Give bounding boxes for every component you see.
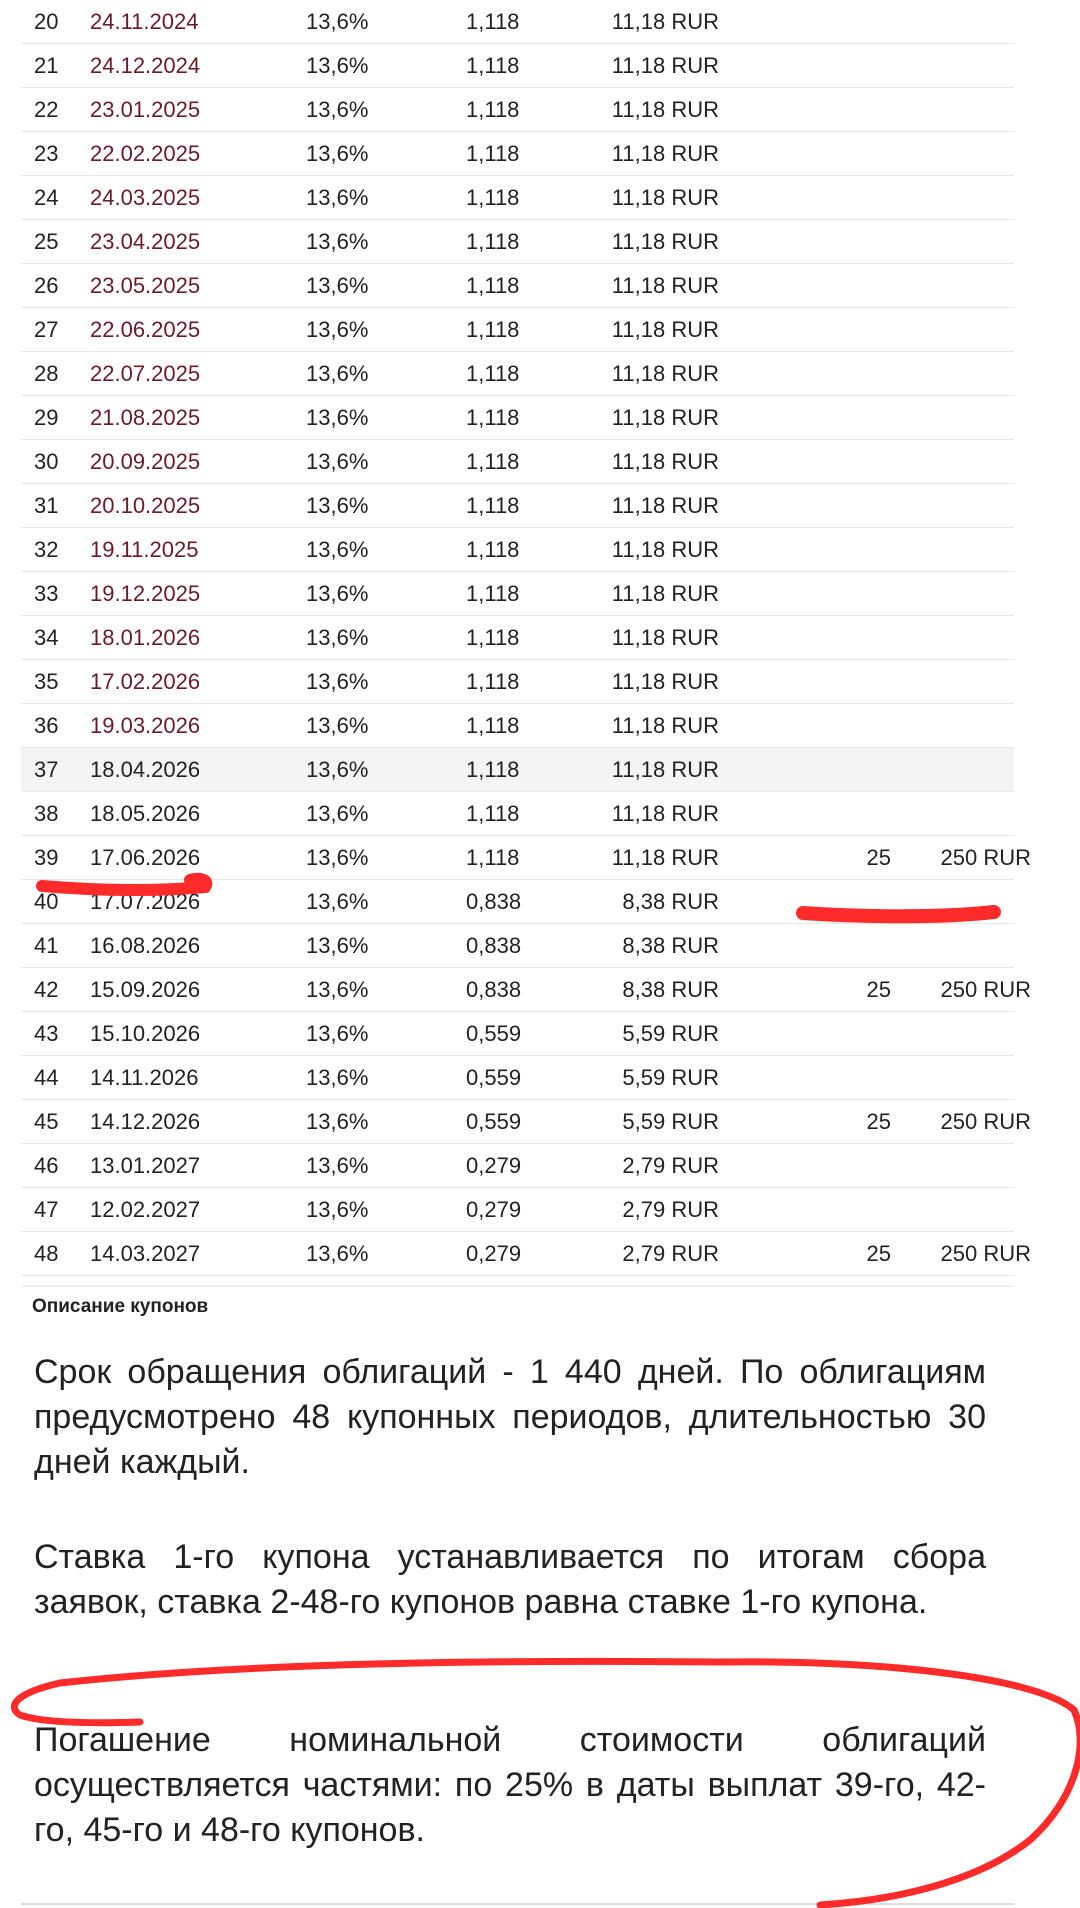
table-row [21, 220, 1014, 264]
coupon-sum: 11,18 RUR [611, 449, 719, 474]
coupon-rate: 13,6% [306, 141, 369, 166]
table-row [21, 352, 1014, 396]
amortization-percent: 25 [866, 1241, 891, 1266]
table-row [21, 528, 1014, 572]
coupon-date: 18.05.2026 [90, 801, 201, 826]
coupon-date: 17.02.2026 [90, 669, 201, 694]
coupon-sum: 11,18 RUR [611, 141, 719, 166]
table-row [21, 616, 1014, 660]
coupon-value: 1,118 [466, 757, 520, 782]
coupon-value: 1,118 [466, 845, 520, 870]
coupon-value: 1,118 [466, 537, 520, 562]
description-paragraph-redemption: Погашение номинальной стоимости облигаций осуществляется частями: по 25% в даты выплат 39-го, 42-го, 45-го и 48-го купонов. [34, 1721, 986, 1849]
coupon-value: 0,838 [466, 977, 522, 1002]
coupon-date: 21.08.2025 [90, 405, 201, 430]
table-row [21, 396, 1014, 440]
coupon-sum: 11,18 RUR [611, 229, 719, 254]
coupon-value: 1,118 [466, 801, 520, 826]
coupon-value: 1,118 [466, 53, 520, 78]
coupon-rate: 13,6% [306, 1197, 369, 1222]
coupon-value: 1,118 [466, 625, 520, 650]
coupon-sum: 5,59 RUR [622, 1109, 719, 1134]
coupon-number: 48 [34, 1241, 59, 1266]
coupon-rate: 13,6% [306, 977, 369, 1002]
coupon-rate: 13,6% [306, 1241, 369, 1266]
coupon-sum: 5,59 RUR [622, 1021, 719, 1046]
coupon-sum: 11,18 RUR [611, 185, 719, 210]
coupon-number: 42 [34, 977, 59, 1002]
amortization-sum: 250 RUR [940, 1109, 1031, 1134]
coupon-rate: 13,6% [306, 845, 369, 870]
table-row [21, 880, 1014, 924]
coupon-number: 25 [34, 229, 59, 254]
coupon-date: 22.06.2025 [90, 317, 201, 342]
table-row [21, 484, 1014, 528]
table-row [21, 792, 1014, 836]
coupon-date: 15.09.2026 [90, 977, 201, 1002]
coupon-date: 22.02.2025 [90, 141, 201, 166]
table-row [21, 88, 1014, 132]
coupon-rate: 13,6% [306, 1021, 369, 1046]
coupon-rate: 13,6% [306, 9, 369, 34]
coupon-date: 20.09.2025 [90, 449, 201, 474]
coupon-date: 14.03.2027 [90, 1241, 201, 1266]
coupon-sum: 11,18 RUR [611, 53, 719, 78]
coupon-sum: 11,18 RUR [611, 801, 719, 826]
coupon-date: 15.10.2026 [90, 1021, 201, 1046]
coupon-number: 23 [34, 141, 59, 166]
coupon-number: 34 [34, 625, 59, 650]
coupon-value: 0,279 [466, 1153, 522, 1178]
coupon-value: 1,118 [466, 97, 520, 122]
coupon-sum: 11,18 RUR [611, 625, 719, 650]
coupon-value: 1,118 [466, 273, 520, 298]
coupon-date: 24.12.2024 [90, 53, 201, 78]
amortization-percent: 25 [866, 1109, 891, 1134]
coupon-rate: 13,6% [306, 801, 369, 826]
amortization-percent: 25 [866, 977, 891, 1002]
coupon-rate: 13,6% [306, 97, 369, 122]
coupon-value: 0,559 [466, 1109, 522, 1134]
coupon-sum: 2,79 RUR [622, 1153, 719, 1178]
coupon-rate: 13,6% [306, 889, 369, 914]
table-row [21, 1188, 1014, 1232]
coupon-number: 27 [34, 317, 59, 342]
coupon-rate: 13,6% [306, 273, 369, 298]
coupon-rate: 13,6% [306, 933, 369, 958]
table-row [21, 440, 1014, 484]
coupon-value: 1,118 [466, 449, 520, 474]
coupon-rate: 13,6% [306, 625, 369, 650]
table-row [21, 308, 1014, 352]
amortization-percent: 25 [866, 845, 891, 870]
table-row [21, 924, 1014, 968]
coupon-date: 24.03.2025 [90, 185, 201, 210]
coupon-sum: 5,59 RUR [622, 1065, 719, 1090]
coupon-date: 17.06.2026 [90, 845, 201, 870]
coupon-date: 23.05.2025 [90, 273, 201, 298]
coupon-rate: 13,6% [306, 449, 369, 474]
coupon-date: 17.07.2026 [90, 889, 201, 914]
coupon-rate: 13,6% [306, 53, 369, 78]
coupon-number: 35 [34, 669, 59, 694]
coupon-rate: 13,6% [306, 361, 369, 386]
coupon-sum: 11,18 RUR [611, 669, 719, 694]
coupon-date: 23.04.2025 [90, 229, 201, 254]
coupon-sum: 11,18 RUR [611, 757, 719, 782]
coupon-number: 46 [34, 1153, 59, 1178]
coupon-value: 1,118 [466, 361, 520, 386]
coupon-schedule-table [21, 0, 1031, 1276]
coupon-number: 31 [34, 493, 59, 518]
coupon-number: 26 [34, 273, 59, 298]
footer-divider [21, 1903, 1014, 1905]
coupon-sum: 11,18 RUR [611, 361, 719, 386]
coupon-rate: 13,6% [306, 581, 369, 606]
coupon-sum: 11,18 RUR [611, 9, 719, 34]
table-row [21, 1012, 1014, 1056]
coupon-rate: 13,6% [306, 537, 369, 562]
coupon-date: 19.11.2025 [90, 537, 199, 562]
coupon-date: 19.12.2025 [90, 581, 201, 606]
coupon-sum: 8,38 RUR [622, 977, 719, 1002]
coupon-number: 21 [34, 53, 59, 78]
coupon-date: 16.08.2026 [90, 933, 201, 958]
amortization-sum: 250 RUR [940, 845, 1031, 870]
coupon-description-heading: Описание купонов [32, 1296, 209, 1317]
amortization-sum: 250 RUR [940, 977, 1031, 1002]
coupon-value: 0,279 [466, 1197, 522, 1222]
coupon-value: 1,118 [466, 229, 520, 254]
table-row [21, 704, 1014, 748]
coupon-date: 22.07.2025 [90, 361, 201, 386]
table-row [21, 44, 1014, 88]
coupon-sum: 11,18 RUR [611, 97, 719, 122]
coupon-date: 19.03.2026 [90, 713, 201, 738]
description-paragraph-rate: Ставка 1-го купона устанавливается по итогам сбора заявок, ставка 2-48-го купонов равна ставке 1-го купона. [34, 1538, 986, 1621]
coupon-rate: 13,6% [306, 493, 369, 518]
coupon-value: 1,118 [466, 581, 520, 606]
description-paragraph-term: Срок обращения облигаций - 1 440 дней. По облигациям предусмотрено 48 купонных периодов, длительностью 30 дней каждый. [34, 1353, 986, 1481]
table-row [21, 1100, 1031, 1144]
coupon-value: 0,838 [466, 933, 522, 958]
coupon-number: 43 [34, 1021, 59, 1046]
coupon-date: 14.12.2026 [90, 1109, 201, 1134]
coupon-sum: 11,18 RUR [611, 581, 719, 606]
coupon-number: 20 [34, 9, 59, 34]
amortization-sum: 250 RUR [940, 1241, 1031, 1266]
coupon-sum: 11,18 RUR [611, 405, 719, 430]
coupon-rate: 13,6% [306, 1153, 369, 1178]
table-row [21, 836, 1031, 880]
coupon-sum: 11,18 RUR [611, 317, 719, 342]
coupon-value: 1,118 [466, 669, 520, 694]
table-row [21, 1056, 1014, 1100]
coupon-date: 18.04.2026 [90, 757, 201, 782]
coupon-number: 29 [34, 405, 59, 430]
coupon-rate: 13,6% [306, 713, 369, 738]
coupon-number: 24 [34, 185, 59, 210]
coupon-number: 47 [34, 1197, 59, 1222]
coupon-date: 12.02.2027 [90, 1197, 201, 1222]
coupon-rate: 13,6% [306, 317, 369, 342]
table-row [21, 968, 1031, 1012]
coupon-date: 13.01.2027 [90, 1153, 201, 1178]
coupon-value: 1,118 [466, 141, 520, 166]
coupon-rate: 13,6% [306, 229, 369, 254]
coupon-sum: 8,38 RUR [622, 933, 719, 958]
coupon-number: 30 [34, 449, 59, 474]
coupon-number: 22 [34, 97, 59, 122]
coupon-rate: 13,6% [306, 757, 369, 782]
coupon-value: 1,118 [466, 713, 520, 738]
coupon-value: 0,559 [466, 1021, 522, 1046]
coupon-rate: 13,6% [306, 185, 369, 210]
table-row [21, 1232, 1031, 1276]
coupon-number: 37 [34, 757, 59, 782]
coupon-number: 39 [34, 845, 59, 870]
coupon-number: 28 [34, 361, 59, 386]
coupon-number: 36 [34, 713, 59, 738]
coupon-sum: 8,38 RUR [622, 889, 719, 914]
coupon-sum: 11,18 RUR [611, 713, 719, 738]
coupon-number: 40 [34, 889, 59, 914]
coupon-value: 0,279 [466, 1241, 522, 1266]
coupon-sum: 11,18 RUR [611, 493, 719, 518]
coupon-number: 38 [34, 801, 59, 826]
coupon-sum: 2,79 RUR [622, 1241, 719, 1266]
table-row [21, 748, 1014, 792]
coupon-rate: 13,6% [306, 669, 369, 694]
coupon-number: 44 [34, 1065, 59, 1090]
coupon-value: 1,118 [466, 493, 520, 518]
coupon-rate: 13,6% [306, 1109, 369, 1134]
table-row [21, 264, 1014, 308]
coupon-value: 1,118 [466, 185, 520, 210]
coupon-date: 14.11.2026 [90, 1065, 199, 1090]
coupon-sum: 11,18 RUR [611, 845, 719, 870]
table-row [21, 132, 1014, 176]
coupon-number: 45 [34, 1109, 59, 1134]
coupon-date: 20.10.2025 [90, 493, 201, 518]
table-row [21, 572, 1014, 616]
coupon-date: 23.01.2025 [90, 97, 201, 122]
table-bottom-divider [21, 1286, 1014, 1287]
coupon-number: 41 [34, 933, 59, 958]
coupon-value: 1,118 [466, 317, 520, 342]
table-row [21, 176, 1014, 220]
table-row [21, 660, 1014, 704]
coupon-rate: 13,6% [306, 1065, 369, 1090]
coupon-number: 32 [34, 537, 59, 562]
coupon-value: 1,118 [466, 405, 520, 430]
table-row [21, 0, 1014, 44]
coupon-number: 33 [34, 581, 59, 606]
table-row [21, 1144, 1014, 1188]
coupon-date: 24.11.2024 [90, 9, 199, 34]
coupon-value: 0,838 [466, 889, 522, 914]
coupon-sum: 11,18 RUR [611, 273, 719, 298]
coupon-value: 1,118 [466, 9, 520, 34]
coupon-sum: 2,79 RUR [622, 1197, 719, 1222]
coupon-sum: 11,18 RUR [611, 537, 719, 562]
coupon-value: 0,559 [466, 1065, 522, 1090]
coupon-date: 18.01.2026 [90, 625, 201, 650]
coupon-rate: 13,6% [306, 405, 369, 430]
